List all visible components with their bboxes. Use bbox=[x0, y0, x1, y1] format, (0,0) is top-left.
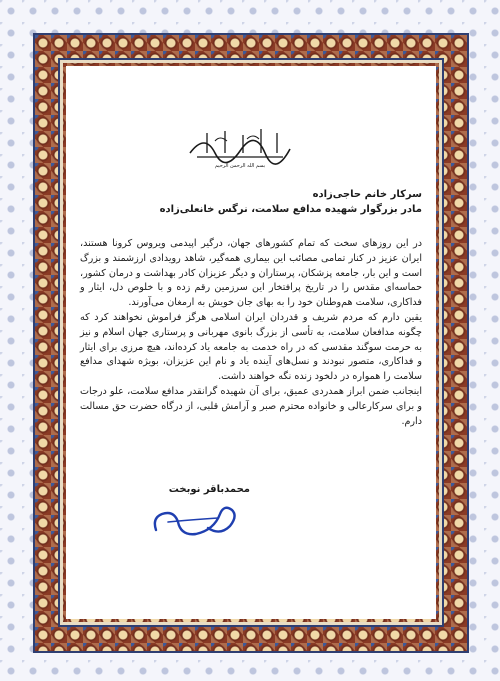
letter-content bbox=[80, 187, 422, 429]
salutation-line-2: مادر بزرگوار شهیده مدافع سلامت، نرگس خانعلی‌زاده bbox=[159, 204, 422, 215]
body-paragraph-2: یقین دارم که مردم شریف و قدردان ایران اسلامی هرگز فراموش نخواهند کرد که چگونه مدافعان سلامت، به تأسی از بزرگ بانوی مهربانی و پرستاری جهان اسلام و نیز به حرمت سوگند مقدسی که در راه خدمت به جامعه یاد کرده‌اند، هیچ مرزی برای ایثار و فداکاری، متصور نبودند و نسل‌های آینده یاد و نام این عزیزان، بویژه شهدای مدافع سلامت را همواره در دلخود زنده نگه خواهند داشت. bbox=[80, 311, 422, 383]
body-paragraph-1: در این روزهای سخت که تمام کشورهای جهان، درگیر اپیدمی ویروس کرونا هستند، ایران عزیز در کنار تمامی مصائب این بیماری همه‌گیر، شاهد رویدادی ارزشمند و بزرگ است و این بار، جامعه پزشکان، پرستاران و دیگر عزیزان کادر بهداشت و درمان کشور، حماسه‌ای مقدس را در تاریخ پرافتخار این سرزمین رقم زده و با خلوص دل، ایثار و فداکاری، سلامت هم‌وطنان خود را به بهای جان خویش به ارمغان می‌آورند. bbox=[80, 238, 422, 309]
bismillah-calligraphy bbox=[185, 123, 295, 169]
bismillah-text: بسم الله الرحمن الرحیم bbox=[214, 163, 266, 169]
handwritten-signature bbox=[148, 492, 248, 542]
salutation bbox=[80, 187, 422, 217]
signer-name: محمدباقر نوبخت bbox=[168, 484, 250, 495]
body-paragraph-3: اینجانب ضمن ابراز همدردی عمیق، برای آن شهیده گرانقدر مدافع سلامت، علو درجات و برای سرکارعالی و خانواده محترم صبر و آرامش قلبی، از درگاه حضرت حق مسالت دارم. bbox=[80, 385, 422, 427]
salutation-line-1: سرکار خانم حاجی‌زاده bbox=[312, 189, 422, 200]
letter-body bbox=[80, 237, 422, 429]
